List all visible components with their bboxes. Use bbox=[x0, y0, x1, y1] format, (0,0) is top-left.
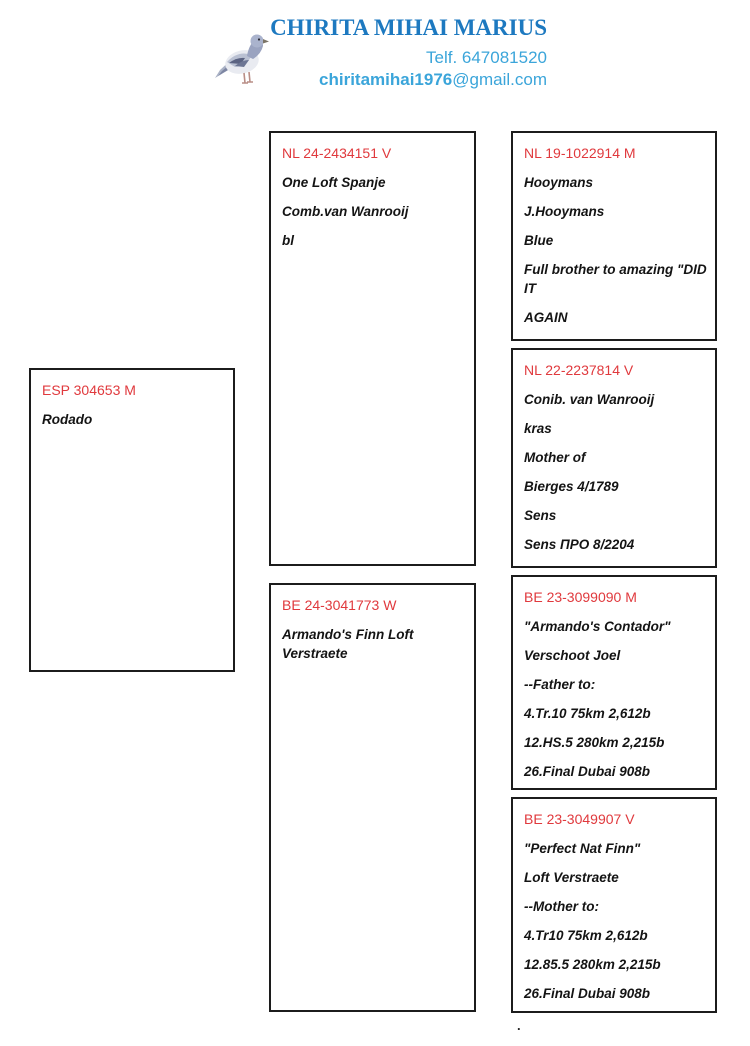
pedigree-line: kras bbox=[524, 421, 552, 436]
pedigree-line: Blue bbox=[524, 233, 554, 248]
email-user: chiritamihai1976 bbox=[319, 70, 453, 89]
header bbox=[245, 14, 547, 91]
pedigree-line: Full brother to amazing "DID IT bbox=[524, 262, 707, 296]
pedigree-box-nl22 bbox=[511, 348, 717, 568]
pedigree-box-be24 bbox=[269, 583, 476, 1012]
pedigree-box-nl19 bbox=[511, 131, 717, 341]
pedigree-line: --Father to: bbox=[524, 677, 596, 692]
pedigree-box-contador bbox=[511, 575, 717, 790]
ring-number: BE 24-3041773 W bbox=[282, 597, 397, 613]
pedigree-line: --Mother to: bbox=[524, 899, 599, 914]
ring-number: BE 23-3049907 V bbox=[524, 811, 635, 827]
pedigree-line: bl bbox=[282, 233, 294, 248]
pedigree-line: "Perfect Nat Finn" bbox=[524, 841, 641, 856]
pedigree-line: 26.Final Dubai 908b bbox=[524, 986, 651, 1001]
pedigree-line: 26.Final Dubai 908b bbox=[524, 764, 651, 779]
ring-number: NL 19-1022914 M bbox=[524, 145, 636, 161]
pedigree-box-finn bbox=[511, 797, 717, 1013]
pedigree-line: Hooymans bbox=[524, 175, 594, 190]
pedigree-line: "Armando's Contador" bbox=[524, 619, 671, 634]
breeder-name: CHIRITA MIHAI MARIUS bbox=[270, 15, 547, 40]
pedigree-line: Armando's Finn Loft Verstraete bbox=[282, 627, 414, 661]
pedigree-line: Rodado bbox=[42, 412, 93, 427]
pedigree-line: Sens bbox=[524, 508, 557, 523]
pedigree-line: AGAIN bbox=[524, 310, 568, 325]
pedigree-line: One Loft Spanje bbox=[282, 175, 386, 190]
email-address bbox=[245, 69, 547, 91]
phone-number: Telf. 647081520 bbox=[426, 48, 547, 67]
ring-number: NL 24-2434151 V bbox=[282, 145, 392, 161]
ring-number: BE 23-3099090 M bbox=[524, 589, 637, 605]
pedigree-line: Verschoot Joel bbox=[524, 648, 621, 663]
pedigree-box-esp bbox=[29, 368, 235, 672]
pedigree-line: 12.HS.5 280km 2,215b bbox=[524, 735, 665, 750]
ring-number: ESP 304653 M bbox=[42, 382, 136, 398]
pedigree-line: Loft Verstraete bbox=[524, 870, 619, 885]
pedigree-line: Bierges 4/1789 bbox=[524, 479, 619, 494]
ring-number: NL 22-2237814 V bbox=[524, 362, 634, 378]
pedigree-line: Comb.van Wanrooij bbox=[282, 204, 409, 219]
pedigree-line: 12.85.5 280km 2,215b bbox=[524, 957, 661, 972]
pedigree-line: Mother of bbox=[524, 450, 586, 465]
email-domain: @gmail.com bbox=[452, 70, 547, 89]
pedigree-line: Conib. van Wanrooij bbox=[524, 392, 655, 407]
footer-dot: . bbox=[517, 1018, 521, 1033]
pedigree-line: J.Hooymans bbox=[524, 204, 605, 219]
pedigree-line: 4.Tr.10 75km 2,612b bbox=[524, 706, 651, 721]
pedigree-line: 4.Tr10 75km 2,612b bbox=[524, 928, 648, 943]
pedigree-line: Sens ПРО 8/2204 bbox=[524, 537, 635, 552]
pedigree-box-nl24 bbox=[269, 131, 476, 566]
